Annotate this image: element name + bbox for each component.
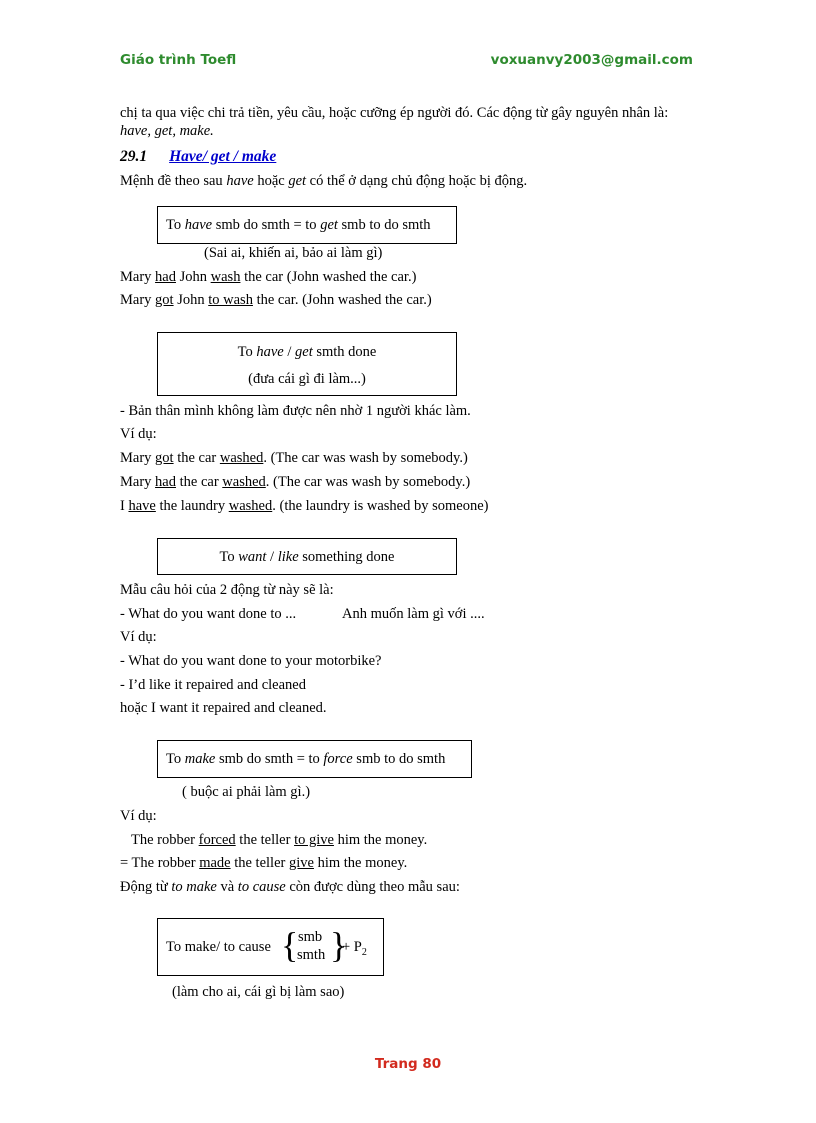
question-line: - What do you want done to your motorbike? [120,653,382,669]
paragraph-line: Mệnh đề theo sau have hoặc get có thể ở dạng chủ động hoặc bị động. [120,173,528,189]
header-email: voxuanvy2003@gmail.com [490,52,693,68]
right-brace-icon: } [330,925,348,965]
example-line: Mary had John wash the car (John washed the car.) [120,269,417,285]
example-label: Ví dụ: [120,426,157,442]
formula-note: (đưa cái gì đi làm...) [248,371,366,387]
question-line: - What do you want done to ... [120,606,297,622]
option-smth: smth [297,947,326,963]
participle-marker: + $P_2$ [342,939,367,958]
formula-box-want-like [157,538,457,575]
formula-text: To want / like something done [219,549,395,565]
section-number: 29.1 [120,148,148,165]
section-title-link[interactable]: Have/ get / make [169,148,277,165]
example-line: = The robber made the teller give him the money. [120,855,408,871]
intro-line-1: chị ta qua việc chi trả tiền, yêu cầu, hoặc cưỡng ép người đó. Các động từ gây nguyên nhân là: [120,105,669,121]
example-line: Mary got the car washed. (The car was wash by somebody.) [120,450,468,466]
left-brace-icon: { [281,925,299,965]
formula-box-have-get-done [157,332,457,396]
formula-text: To have smb do smth = to get smb to do smth [166,217,431,233]
answer-line: - I’d like it repaired and cleaned [120,677,306,693]
formula-text: To make/ to cause [166,939,271,955]
option-smb: smb [298,929,323,945]
example-line: The robber forced the teller to give him the money. [131,832,428,848]
example-line: Mary had the car washed. (The car was wash by somebody.) [120,474,471,490]
formula-box-make-force [157,740,472,778]
formula-note: (Sai ai, khiến ai, bảo ai làm gì) [204,245,383,261]
example-line: I have the laundry washed. (the laundry is washed by someone) [120,498,489,514]
question-intro: Mẫu câu hỏi của 2 động từ này sẽ là: [120,582,334,598]
example-line: Mary got John to wash the car. (John washed the car.) [120,292,432,308]
answer-line: hoặc I want it repaired and cleaned. [120,700,327,716]
formula-text: To make smb do smth = to force smb to do smth [166,751,446,767]
formula-note: ( buộc ai phải làm gì.) [182,784,311,800]
paragraph-line: Động từ to make và to cause còn được dùng theo mẫu sau: [120,879,460,895]
formula-note: (làm cho ai, cái gì bị làm sao) [172,984,345,1000]
page-number: Trang 80 [374,1056,442,1072]
example-label: Ví dụ: [120,629,157,645]
header-title: Giáo trình Toefl [120,52,237,68]
example-label: Ví dụ: [120,808,157,824]
intro-line-2: have, get, make. [120,123,214,139]
section-heading [120,148,276,166]
question-translation: Anh muốn làm gì với .... [342,606,485,622]
formula-box-make-cause [157,918,384,976]
formula-box-have-get [157,206,457,244]
formula-text: To have / get smth done [237,344,377,360]
description-line: - Bản thân mình không làm được nên nhờ 1 người khác làm. [120,403,471,419]
